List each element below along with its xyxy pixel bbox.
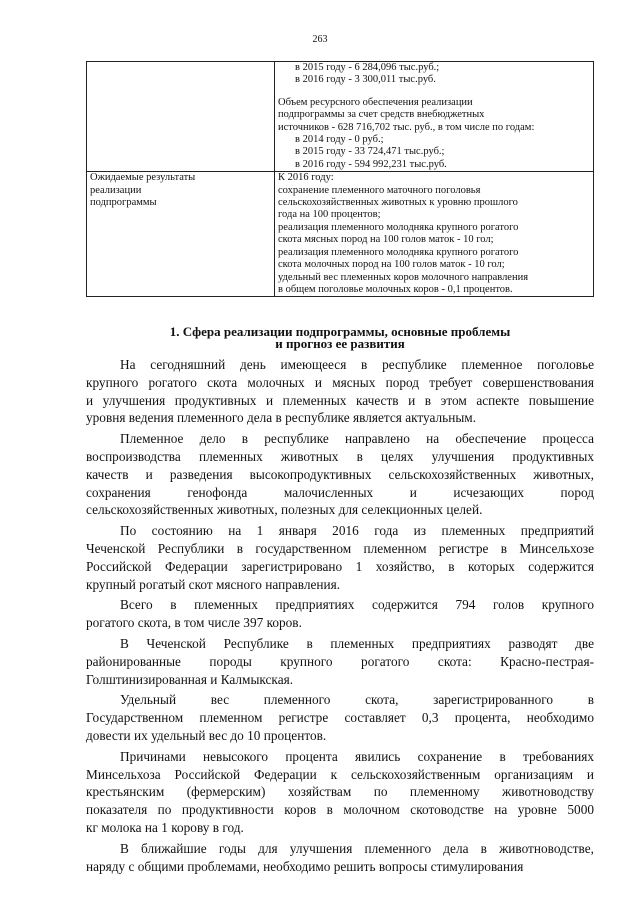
table-text-line: в 2015 году - 6 284,096 тыс.руб.; xyxy=(295,62,440,73)
paragraph-line: Удельный вес племенного скота, зарегистрированного в xyxy=(120,692,594,708)
paragraph xyxy=(86,691,594,744)
paragraph-line: Всего в племенных предприятиях содержится 794 голов крупного xyxy=(120,597,594,613)
table-label-line: подпрограммы xyxy=(90,197,157,209)
paragraph-line: наряду с общими проблемами, необходимо решить вопросы стимулирования xyxy=(86,858,524,874)
table-text-line: года на 100 процентов; xyxy=(278,209,381,221)
table-text-line: в 2015 году - 33 724,471 тыс.руб.; xyxy=(295,146,445,158)
paragraph-line: и улучшения продуктивных и племенных качеств и в этом аспекте повышение xyxy=(86,392,594,408)
paragraph xyxy=(86,596,594,632)
paragraph-line: По состоянию на 1 января 2016 года из племенных предприятий xyxy=(120,523,594,539)
table-text-line: в общем поголовье молочных коров - 0,1 процентов. xyxy=(278,283,513,295)
table-text-line: Объем ресурсного обеспечения реализации xyxy=(278,96,473,108)
section-heading-line: 1. Сфера реализации подпрограммы, основные проблемы xyxy=(169,324,511,339)
paragraph xyxy=(86,748,594,837)
table-text-line: сельскохозяйственных животных к уровню прошлого xyxy=(278,197,518,209)
paragraph-line: показателя по продуктивности коров в молочном скотоводстве на уровне 5000 xyxy=(86,802,594,818)
table-text-line: К 2016 году: xyxy=(278,172,334,184)
paragraph-line: довести их удельный вес до 10 процентов. xyxy=(86,727,327,743)
paragraph-line: рогатого скота, в том числе 397 коров. xyxy=(86,615,302,631)
paragraph-line: крупный рогатый скот мясного направления. xyxy=(86,576,341,592)
table-text-line: реализация племенного молодняка крупного рогатого xyxy=(278,246,519,258)
paragraph-line: В ближайшие годы для улучшения племенного дела в животноводстве, xyxy=(120,840,594,856)
table-text-line: реализация племенного молодняка крупного рогатого xyxy=(278,221,519,233)
table-text-line: подпрограммы за счет средств внебюджетных xyxy=(278,109,485,121)
paragraph-line: На сегодняшний день имеющееся в республике племенное поголовье xyxy=(120,357,594,372)
paragraph-line: кг молока на 1 корову в год. xyxy=(86,819,244,835)
section-heading-line: и прогноз ее развития xyxy=(275,336,405,351)
table-text-line: источников - 628 716,702 тыс. руб., в том числе по годам: xyxy=(278,121,535,133)
paragraph-line: сельскохозяйственных животных, полезных для селекционных целей. xyxy=(86,502,483,518)
table-text-line: в 2016 году - 3 300,011 тыс.руб. xyxy=(295,74,436,86)
paragraph-line: В Чеченской Республике в племенных предприятиях разводят две xyxy=(120,635,594,651)
paragraph xyxy=(86,522,594,593)
paragraph-line: Племенное дело в республике направлено на обеспечение процесса xyxy=(120,431,594,447)
paragraph xyxy=(86,635,594,688)
paragraph-line: Российской Федерации зарегистрировано 1 хозяйство, в которых содержится xyxy=(86,558,594,574)
table-row xyxy=(87,172,594,297)
paragraph-line: сохранения генофонда малочисленных и исчезающих пород xyxy=(86,484,594,500)
paragraph xyxy=(86,430,594,519)
paragraph-line: воспроизводства племенных животных в целях улучшения продуктивных xyxy=(86,448,594,464)
table-text-line: в 2014 году - 0 руб.; xyxy=(295,134,384,146)
paragraph-line: Минсельхоза Российской Федерации к сельскохозяйственным организациям и xyxy=(86,766,594,782)
table-row xyxy=(87,62,594,172)
paragraph-line: Голштинизированная и Калмыкская. xyxy=(86,671,294,687)
paragraph xyxy=(86,356,594,427)
table-text-line: скота мясных пород на 100 голов маток - 10 гол; xyxy=(278,234,494,246)
paragraph xyxy=(86,840,594,876)
table-cell-left-empty xyxy=(87,62,275,172)
paragraph-line: уровня ведения племенного дела в республике является актуальным. xyxy=(86,410,477,426)
paragraph-line: крестьянским (фермерским) хозяйствам по племенному животноводству xyxy=(86,784,594,800)
paragraph-line: Государственном племенном регистре составляет 0,3 процента, необходимо xyxy=(86,710,594,726)
section-heading xyxy=(86,326,594,350)
table-text-line: скота молочных пород на 100 голов маток - 10 гол; xyxy=(278,259,505,271)
table-text-line: в 2016 году - 594 992,231 тыс.руб. xyxy=(295,158,447,170)
paragraph-line: Причинами невысокого процента явились сохранение в требованиях xyxy=(120,748,594,764)
table-cell-expected-results-label xyxy=(87,172,275,297)
blank-line xyxy=(278,87,590,97)
table-label-line: реализации xyxy=(90,184,142,196)
subprogram-passport-table xyxy=(86,61,594,297)
page-number: 263 xyxy=(312,34,328,45)
table-text-line: удельный вес племенных коров молочного направления xyxy=(278,271,529,283)
table-text-line: сохранение племенного маточного поголовья xyxy=(278,184,481,196)
table-cell-funding xyxy=(275,62,594,172)
table-cell-expected-results xyxy=(275,172,594,297)
paragraph-line: крупного рогатого скота молочных и мясных пород требует совершенствования xyxy=(86,374,594,390)
table-label-line: Ожидаемые результаты xyxy=(90,172,196,184)
paragraph-line: качеств и разведения высокопродуктивных сельскохозяйственных животных, xyxy=(86,466,594,482)
body-text xyxy=(86,356,594,878)
paragraph-line: районированные породы крупного рогатого скота: Красно-пестрая- xyxy=(86,653,594,669)
paragraph-line: Чеченской Республики в государственном племенном регистре в Минсельхозе xyxy=(86,540,594,556)
